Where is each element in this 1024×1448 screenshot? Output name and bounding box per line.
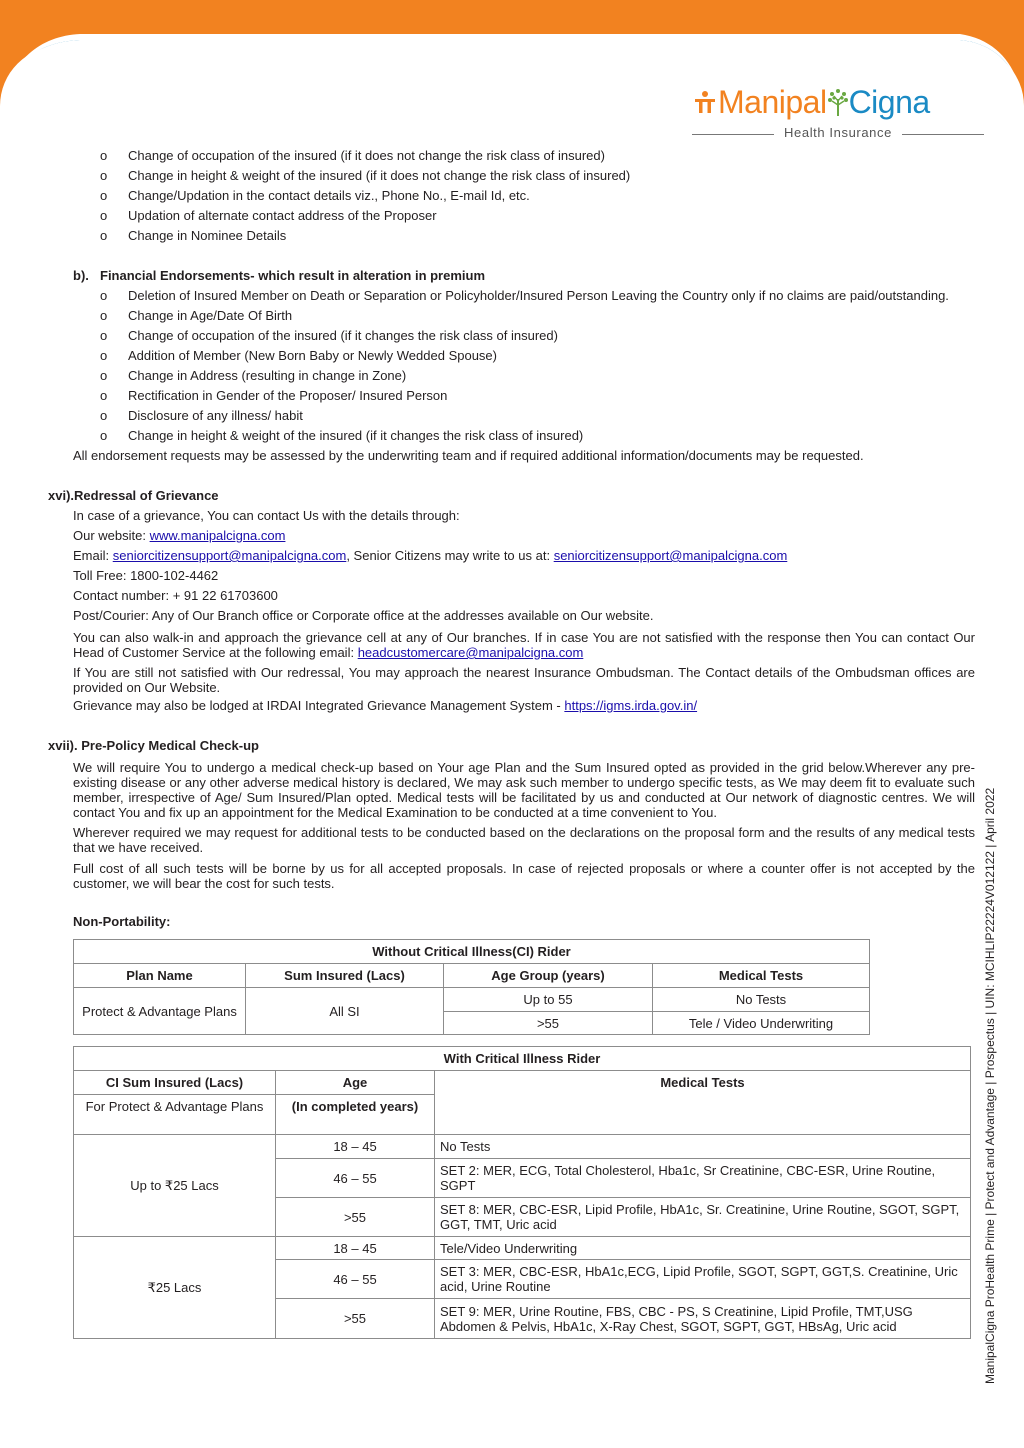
endorsement-note: All endorsement requests may be assessed by the underwriting team and if required additional information/documents may be requested. [73, 448, 864, 463]
company-logo [692, 80, 987, 144]
table2-header-tests: Medical Tests [435, 1071, 971, 1135]
email-mid-text: , Senior Citizens may write to us at: [346, 548, 554, 563]
list-item-text: Change in height & weight of the insured (if it does not change the risk class of insured) [128, 168, 631, 183]
list-item-text: Rectification in Gender of the Proposer/ Insured Person [128, 388, 448, 403]
list-item-text: Deletion of Insured Member on Death or Separation or Policyholder/Insured Person Leaving the Country only if no claims are paid/outstanding. [128, 288, 949, 303]
table2-tests-cell: SET 2: MER, ECG, Total Cholesterol, Hba1c, Sr Creatinine, CBC-ESR, Urine Routine, SGPT [435, 1159, 971, 1198]
bullet-marker: o [100, 408, 108, 423]
medical-paragraph-2: Wherever required we may request for additional tests to be conducted based on the declarations on the proposal form and the results of any medical tests that we have received. [73, 825, 975, 855]
email-label: Email: [73, 548, 113, 563]
list-item-text: Change/Updation in the contact details viz., Phone No., E-mail Id, etc. [128, 188, 530, 203]
table2-age-cell: 18 – 45 [276, 1135, 435, 1159]
financial-heading-number: b). [73, 268, 89, 283]
bullet-marker: o [100, 308, 108, 323]
igms-link[interactable]: https://igms.irda.gov.in/ [564, 698, 698, 713]
with-ci-table [73, 1046, 971, 1339]
bullet-marker: o [100, 368, 108, 383]
website-label: Our website: [73, 528, 150, 543]
table2-tests-cell: SET 8: MER, CBC-ESR, Lipid Profile, HbA1c, Sr. Creatinine, Urine Routine, SGOT, SGPT, GGT, TMT, Uric acid [435, 1198, 971, 1237]
igms-line [73, 696, 697, 716]
senior-email-link[interactable]: seniorcitizensupport@manipalcigna.com [553, 548, 788, 563]
logo-cigna-text: Cigna [848, 84, 930, 120]
bullet-marker: o [100, 208, 108, 223]
tree-icon [827, 84, 849, 114]
table1-plan-cell: Protect & Advantage Plans [74, 988, 246, 1035]
post-courier: Post/Courier: Any of Our Branch office or Corporate office at the addresses available on Our website. [73, 608, 654, 623]
ombudsman-paragraph: If You are still not satisfied with Our redressal, You may approach the nearest Insurance Ombudsman. The Contact details of the Ombudsman offices are provided on Our Website. [73, 665, 975, 695]
table2-tests-cell: Tele/Video Underwriting [435, 1237, 971, 1260]
table2-header-age: Age [276, 1071, 435, 1095]
bullet-marker: o [100, 348, 108, 363]
table2-age-cell: 46 – 55 [276, 1159, 435, 1198]
table1-header-si: Sum Insured (Lacs) [246, 964, 444, 988]
table1-tests-cell: No Tests [653, 988, 870, 1012]
table1-tests-cell: Tele / Video Underwriting [653, 1012, 870, 1035]
table2-age-cell: 46 – 55 [276, 1260, 435, 1299]
head-customer-care-link[interactable]: headcustomercare@manipalcigna.com [357, 645, 584, 660]
contact-number: Contact number: + 91 22 61703600 [73, 588, 278, 603]
medical-heading: xvii). Pre-Policy Medical Check-up [48, 738, 259, 753]
table2-si-cell: ₹25 Lacs [74, 1237, 276, 1339]
financial-heading: Financial Endorsements- which result in alteration in premium [100, 268, 486, 283]
table1-header-plan: Plan Name [74, 964, 246, 988]
table1-title: Without Critical Illness(CI) Rider [74, 940, 870, 964]
table2-title: With Critical Illness Rider [74, 1047, 971, 1071]
list-item-text: Disclosure of any illness/ habit [128, 408, 303, 423]
list-item-text: Change in Age/Date Of Birth [128, 308, 293, 323]
without-ci-table [73, 939, 870, 1035]
table2-tests-cell: No Tests [435, 1135, 971, 1159]
walkin-text: You can also walk-in and approach the grievance cell at any of Our branches. If in case You are not satisfied with the response then You can contact Our Head of Customer Service at the following email: [73, 630, 975, 660]
list-item-text: Addition of Member (New Born Baby or Newly Wedded Spouse) [128, 348, 497, 363]
medical-paragraph-1: We will require You to undergo a medical check-up based on Your age Plan and the Sum Insured opted as provided in the grid below.Wherever any pre-existing disease or any other adverse medical history is declared, We may ask such member to undergo specific tests, as We may deem fit to evaluate such member, irrespective of Age/ Sum Insured/Plan opted. Medical tests will be facilitated by us and conducted at Our network of diagnostic centres. We will contact You and fix up an appointment for the Medical Examination to be conducted at a time convenient to You. [73, 760, 975, 820]
medical-paragraph-3: Full cost of all such tests will be borne by us for all accepted proposals. In case of rejected proposals or where a counter offer is not accepted by the customer, we will bear the cost for such tests. [73, 861, 975, 891]
toll-free: Toll Free: 1800-102-4462 [73, 568, 219, 583]
list-item-text: Change in Nominee Details [128, 228, 287, 243]
bullet-marker: o [100, 388, 108, 403]
table2-tests-cell: SET 3: MER, CBC-ESR, HbA1c,ECG, Lipid Profile, SGOT, SGPT, GGT,S. Creatinine, Uric acid, Urine Routine [435, 1260, 971, 1299]
bullet-marker: o [100, 148, 108, 163]
list-item-text: Change in height & weight of the insured (if it changes the risk class of insured) [128, 428, 584, 443]
logo-tagline: Health Insurance [692, 125, 984, 140]
table2-age-cell: >55 [276, 1299, 435, 1339]
bullet-marker: o [100, 288, 108, 303]
table2-tests-cell: SET 9: MER, Urine Routine, FBS, CBC - PS, S Creatinine, Lipid Profile, TMT,USG Abdomen & Pelvis, HbA1c, X-Ray Chest, SGOT, SGPT, GGT, HBsAg, Uric acid [435, 1299, 971, 1339]
logo-manipal-text: Manipal [718, 84, 827, 120]
table2-si-cell: Up to ₹25 Lacs [74, 1135, 276, 1237]
table1-header-tests: Medical Tests [653, 964, 870, 988]
bullet-marker: o [100, 428, 108, 443]
grievance-intro: In case of a grievance, You can contact Us with the details through: [73, 508, 460, 523]
list-item-text: Change in Address (resulting in change in Zone) [128, 368, 407, 383]
list-item-text: Change of occupation of the insured (if it does not change the risk class of insured) [128, 148, 605, 163]
bullet-marker: o [100, 328, 108, 343]
bullet-marker: o [100, 188, 108, 203]
non-portability-heading: Non-Portability: [73, 914, 171, 929]
logo-figure-icon [692, 82, 718, 108]
table2-age-cell: >55 [276, 1198, 435, 1237]
table2-subheader-si: For Protect & Advantage Plans [74, 1095, 276, 1135]
table1-age-cell: >55 [444, 1012, 653, 1035]
igms-text: Grievance may also be lodged at IRDAI Integrated Grievance Management System - [73, 698, 565, 713]
website-link[interactable]: www.manipalcigna.com [149, 528, 286, 543]
table2-header-si: CI Sum Insured (Lacs) [74, 1071, 276, 1095]
bullet-marker: o [100, 228, 108, 243]
website-line [73, 526, 285, 546]
table2-age-cell: 18 – 45 [276, 1237, 435, 1260]
table1-si-cell: All SI [246, 988, 444, 1035]
table1-age-cell: Up to 55 [444, 988, 653, 1012]
document-id-sidebar: ManipalCigna ProHealth Prime | Protect and Advantage | Prospectus | UIN: MCIHLIP22224V012122 | April 2022 [983, 787, 997, 1384]
list-item-text: Updation of alternate contact address of the Proposer [128, 208, 437, 223]
table2-subheader-age: (In completed years) [276, 1095, 435, 1135]
email-link[interactable]: seniorcitizensupport@manipalcigna.com [112, 548, 347, 563]
list-item-text: Change of occupation of the insured (if it changes the risk class of insured) [128, 328, 558, 343]
table1-header-age: Age Group (years) [444, 964, 653, 988]
email-line [73, 546, 787, 566]
bullet-marker: o [100, 168, 108, 183]
walkin-paragraph [73, 630, 975, 660]
grievance-heading: xvi).Redressal of Grievance [48, 488, 219, 503]
